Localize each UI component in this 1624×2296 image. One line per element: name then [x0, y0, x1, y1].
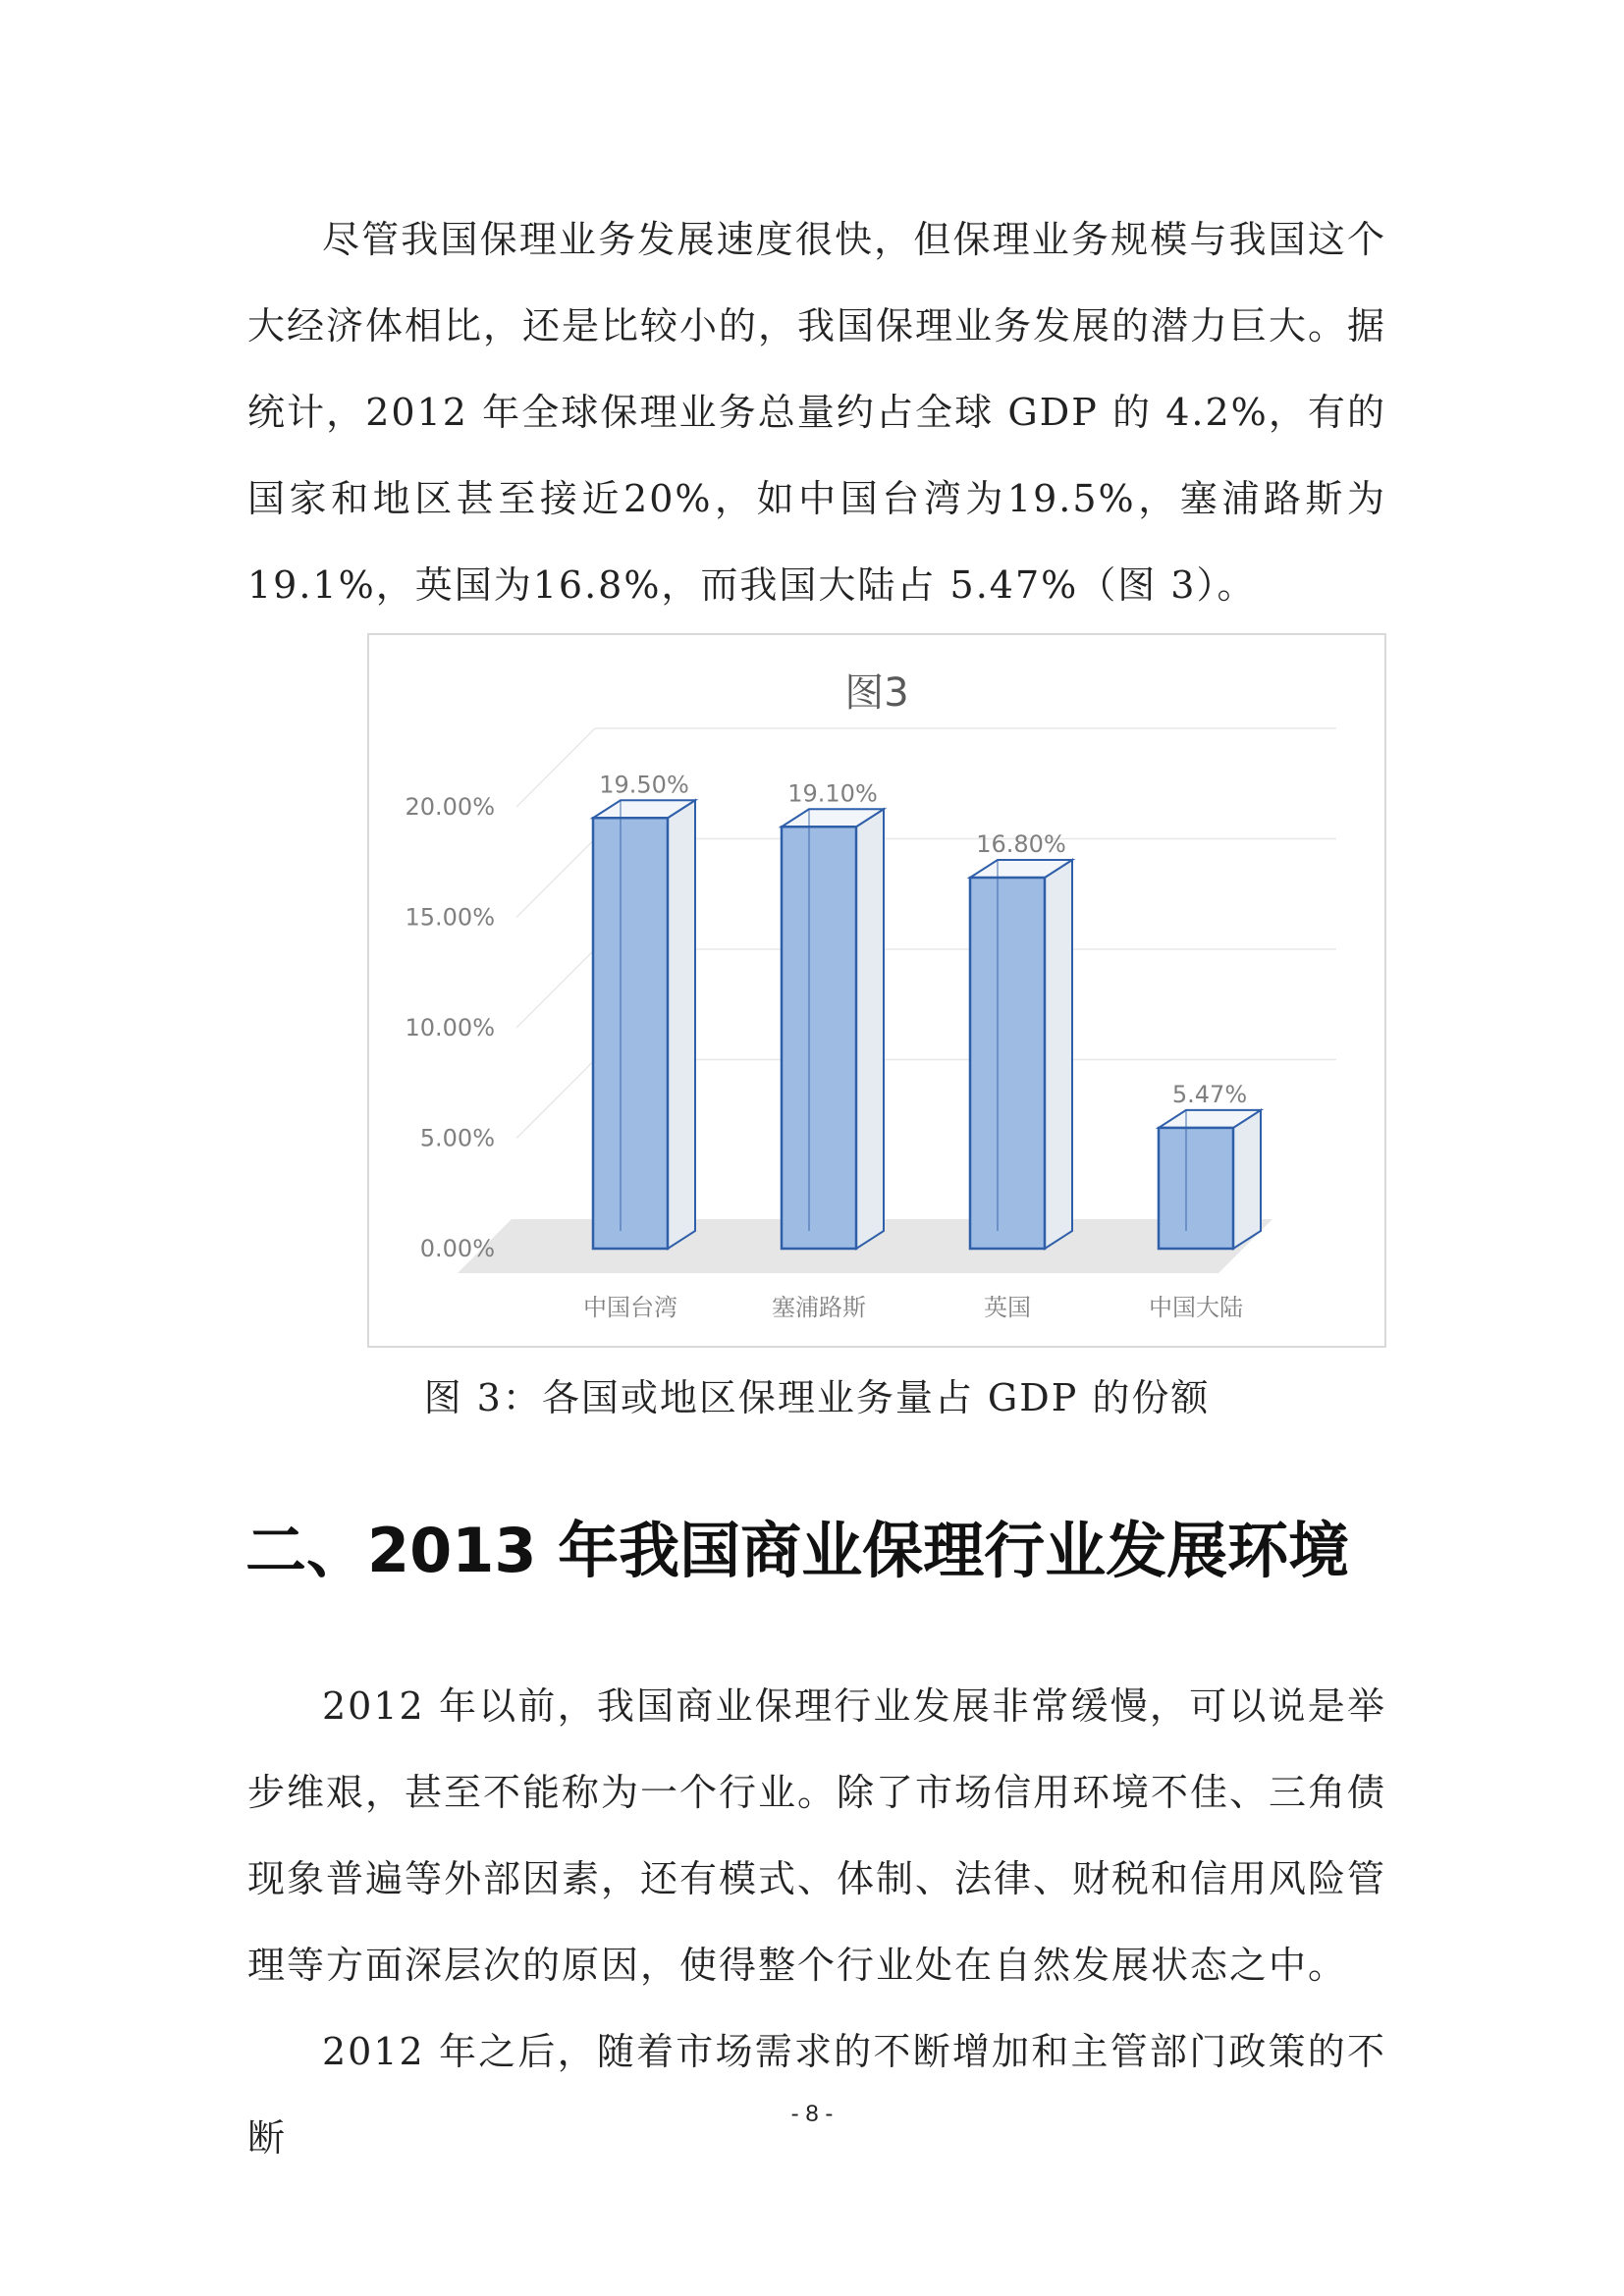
- y-tick-label: 20.00%: [405, 793, 495, 821]
- gridline-diagonal: [516, 1060, 595, 1139]
- data-label: 16.80%: [976, 830, 1066, 858]
- intro-paragraph: 尽管我国保理业务发展速度很快，但保理业务规模与我国这个大经济体相比，还是比较小的，我国保理业务发展的潜力巨大。据统计，2012 年全球保理业务总量约占全球 GDP 的 4.2%，有的国家和地区甚至接近20%，如中国台湾为19.5%，塞浦路斯为19.1%，英国为16.8%，而我国大陆占 5.47%（图 3）。: [247, 218, 1387, 607]
- y-tick-label: 10.00%: [405, 1014, 495, 1041]
- gridline-diagonal: [516, 949, 595, 1028]
- bar-side: [668, 800, 695, 1249]
- data-label: 19.50%: [599, 771, 689, 799]
- x-tick-label: 中国台湾: [583, 1294, 677, 1321]
- figure-caption: 图 3：各国或地区保理业务量占 GDP 的份额: [423, 1376, 1211, 1419]
- data-label: 5.47%: [1171, 1080, 1248, 1108]
- body-paragraph: 2012 年之后，随着市场需求的不断增加和主管部门政策的不断: [247, 2030, 1386, 2160]
- gridline-diagonal: [516, 728, 595, 807]
- data-label: 19.10%: [787, 779, 878, 808]
- x-tick-label: 塞浦路斯: [772, 1294, 866, 1321]
- bar-side: [1045, 860, 1072, 1249]
- bar-chart: [369, 635, 1384, 1346]
- y-tick-label: 0.00%: [419, 1235, 495, 1262]
- page-number: - 8 -: [790, 2101, 834, 2127]
- x-tick-label: 中国大陆: [1149, 1294, 1243, 1321]
- body-paragraph: 2012 年以前，我国商业保理行业发展非常缓慢，可以说是举步维艰，甚至不能称为一个行业。除了市场信用环境不佳、三角债现象普遍等外部因素，还有模式、体制、法律、财税和信用风险管理等方面深层次的原因，使得整个行业处在自然发展状态之中。: [247, 1684, 1387, 1987]
- figure-3-chart: [367, 633, 1386, 1348]
- bar: [593, 818, 668, 1249]
- bar-side: [1233, 1110, 1261, 1249]
- x-tick-label: 英国: [984, 1294, 1031, 1321]
- y-tick-label: 5.00%: [419, 1124, 495, 1152]
- bar: [1159, 1128, 1233, 1249]
- bar: [782, 827, 856, 1249]
- gridline-diagonal: [516, 839, 595, 918]
- y-tick-label: 15.00%: [405, 903, 495, 932]
- section-heading: 二、2013 年我国商业保理行业发展环境: [245, 1515, 1350, 1586]
- bar: [970, 878, 1045, 1249]
- chart-title: 图3: [844, 670, 909, 716]
- bar-side: [856, 809, 884, 1249]
